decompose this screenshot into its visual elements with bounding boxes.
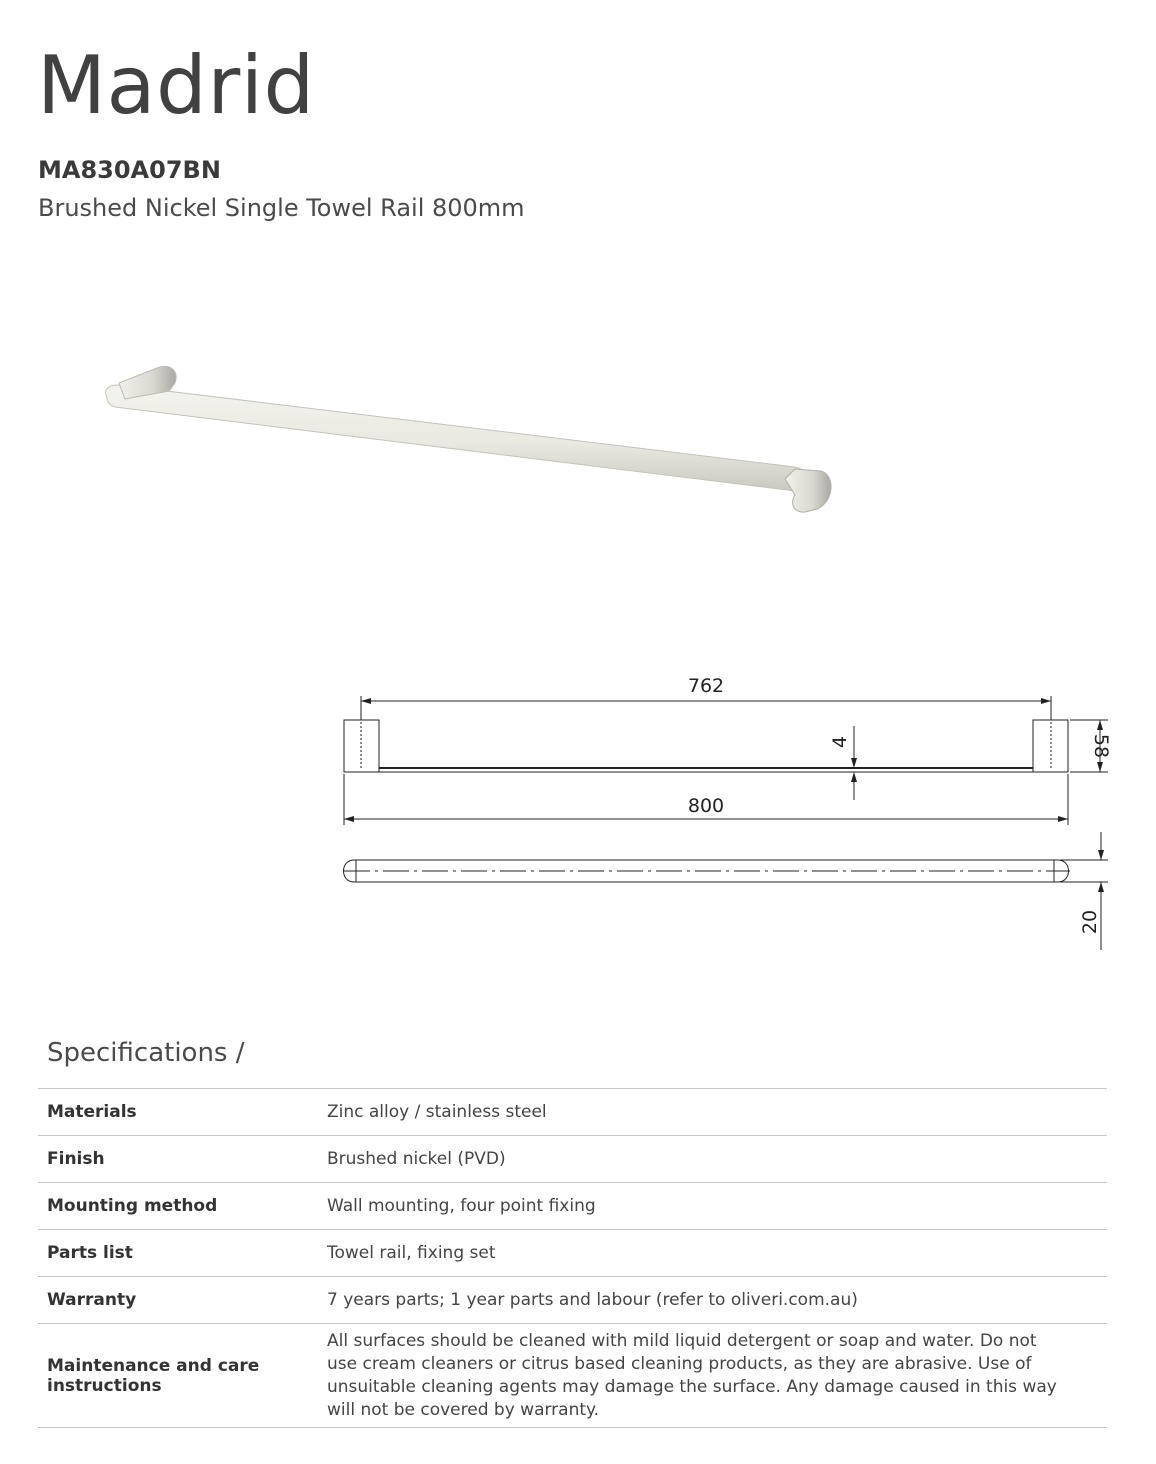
spec-value: Zinc alloy / stainless steel — [327, 1089, 1107, 1136]
spec-row-parts-list — [38, 1230, 1107, 1277]
spec-label: Mounting method — [38, 1183, 327, 1230]
spec-label: Warranty — [38, 1277, 327, 1324]
right-bracket — [785, 469, 831, 512]
dim-762-label: 762 — [687, 675, 725, 697]
product-code: MA830A07BN — [38, 156, 221, 184]
specifications-heading: Specifications / — [47, 1038, 245, 1068]
towel-rail-product-image — [95, 355, 845, 530]
product-description: Brushed Nickel Single Towel Rail 800mm — [38, 194, 525, 222]
spec-value: Brushed nickel (PVD) — [327, 1136, 1107, 1183]
spec-label: Maintenance and care instructions — [38, 1324, 327, 1428]
spec-row-materials — [38, 1089, 1107, 1136]
spec-row-maintenance — [38, 1324, 1107, 1428]
spec-label: Finish — [38, 1136, 327, 1183]
spec-row-warranty — [38, 1277, 1107, 1324]
spec-row-mounting-method — [38, 1183, 1107, 1230]
spec-label: Parts list — [38, 1230, 327, 1277]
technical-drawing — [330, 660, 1120, 960]
dim-20-label: 20 — [1079, 909, 1101, 935]
spec-value: Wall mounting, four point fixing — [327, 1183, 1107, 1230]
spec-label: Materials — [38, 1089, 327, 1136]
spec-value: Towel rail, fixing set — [327, 1230, 1107, 1277]
spec-value: All surfaces should be cleaned with mild liquid detergent or soap and water. Do not use cream cleaners or citrus based cleaning products, as they are abrasive. Use of unsuitable cleaning agents may damage the surface. Any damage caused in this way will not be covered by warranty. — [327, 1324, 1107, 1428]
product-title: Madrid — [37, 39, 315, 132]
spec-row-finish — [38, 1136, 1107, 1183]
dim-800-label: 800 — [687, 795, 725, 817]
dim-4-label: 4 — [829, 735, 851, 749]
specifications-table — [38, 1088, 1107, 1428]
spec-value: 7 years parts; 1 year parts and labour (refer to oliveri.com.au) — [327, 1277, 1107, 1324]
dim-58-label: 58 — [1090, 733, 1112, 759]
rail-bar — [105, 385, 807, 491]
